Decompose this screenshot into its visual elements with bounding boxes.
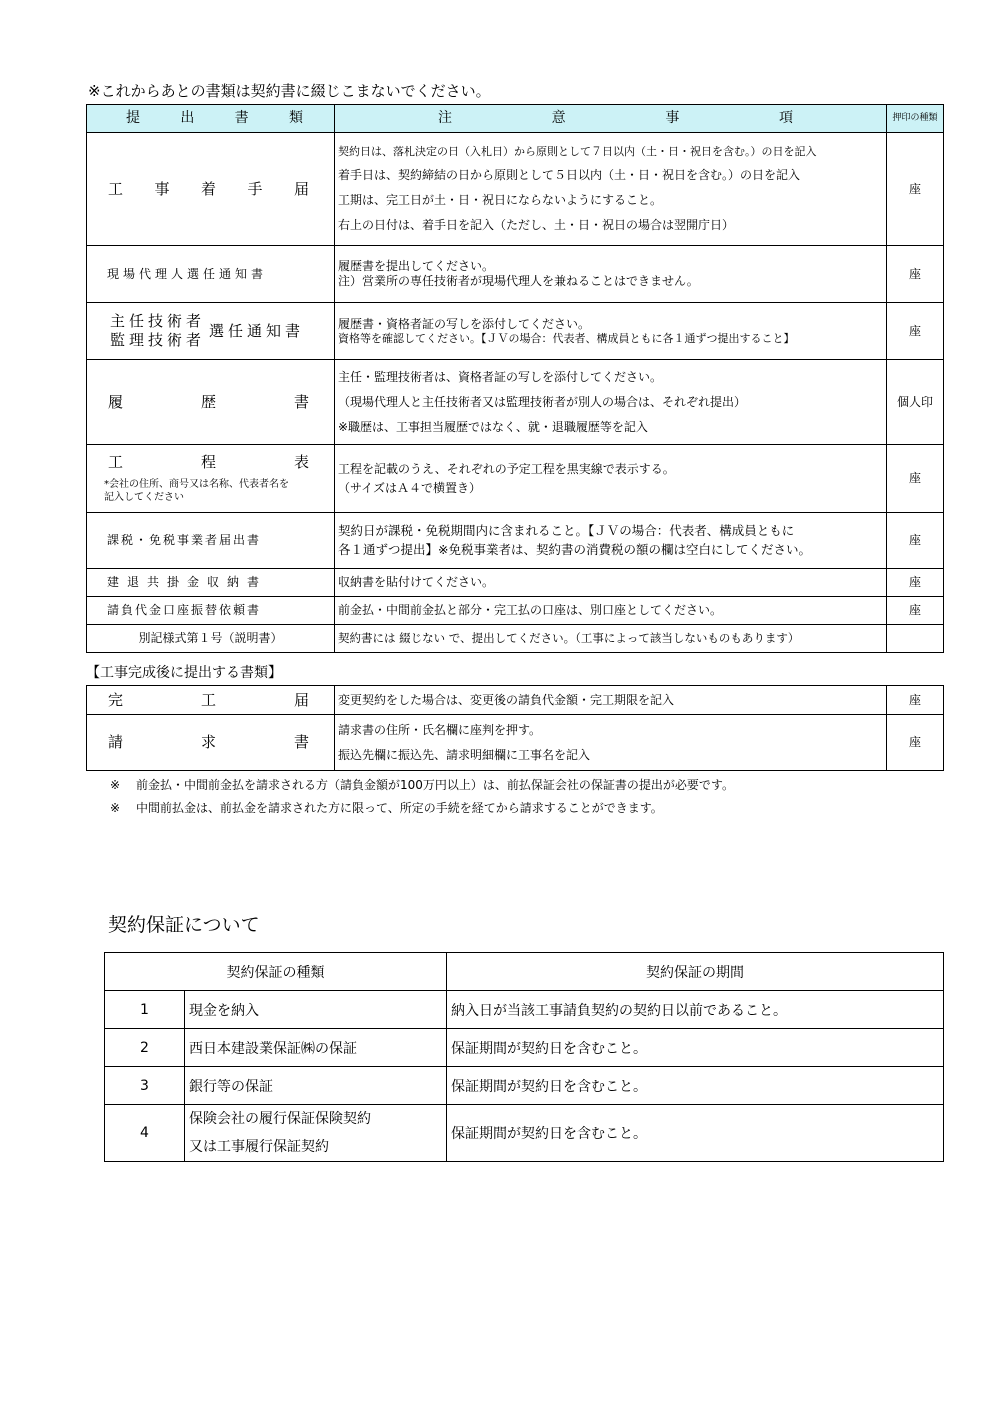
seal-cell: 座	[887, 686, 944, 715]
doc-name-char: 工	[108, 453, 124, 472]
note-line: 資格等を確認してください。【ＪＶの場合：代表者、構成員ともに各１通ずつ提出すること】	[338, 331, 795, 345]
doc-name-cell	[87, 686, 335, 715]
doc-name-char: 着	[200, 179, 216, 198]
notes-cell	[335, 686, 887, 715]
table-row	[105, 991, 944, 1029]
doc-name-cell	[87, 715, 335, 771]
notes-cell	[335, 246, 887, 303]
guarantee-type: 保険会社の履行保証保険契約	[189, 1111, 371, 1127]
note-line: 契約日は、落札決定の日（入札日）から原則として７日以内（土・日・祝日を含む。）の日を記入	[338, 144, 817, 158]
note-line: 履歴書を提出してください。	[338, 259, 495, 273]
header-char: 書	[234, 109, 249, 126]
table-row	[87, 597, 944, 625]
header-seal: 押印の種類	[887, 105, 944, 133]
table-row	[87, 246, 944, 303]
note-line: 前金払・中間前金払と部分・完工払の口座は、別口座としてください。	[338, 603, 723, 617]
after-completion-heading: 【工事完成後に提出する書類】	[86, 665, 282, 681]
doc-name-char: 工	[200, 690, 216, 709]
doc-name-char: 求	[200, 733, 216, 752]
note-line: 履歴書・資格者証の写しを添付してください。	[338, 316, 591, 331]
footnote-mark: ※	[110, 778, 121, 792]
doc-name-char: 工	[108, 179, 124, 198]
guarantee-table	[104, 952, 944, 1162]
doc-name-cell: 請負代金口座振替依頼書	[87, 597, 335, 625]
table-row	[87, 133, 944, 246]
header-doc-type	[87, 105, 335, 133]
seal-cell: 座	[887, 513, 944, 569]
footnotes	[110, 774, 734, 820]
notes-cell	[335, 133, 887, 246]
doc-name-part: 選任通知書	[209, 321, 305, 340]
header-char: 項	[778, 109, 793, 126]
guarantee-num: 1	[105, 991, 185, 1029]
guarantee-title: 契約保証について	[108, 914, 260, 936]
note-line: 工程を記載のうえ、それぞれの予定工程を黒実線で表示する。	[338, 461, 675, 476]
notes-cell	[335, 625, 887, 653]
seal-cell: 座	[887, 246, 944, 303]
guarantee-header-period: 契約保証の期間	[447, 953, 944, 991]
guarantee-num: 4	[105, 1105, 185, 1162]
header-notes	[335, 105, 887, 133]
note-line: 注）営業所の専任技術者が現場代理人を兼ねることはできません。	[338, 274, 699, 288]
guarantee-header-type: 契約保証の種類	[105, 953, 447, 991]
doc-name-char: 履	[108, 392, 124, 411]
guarantee-header-row	[105, 953, 944, 991]
notes-cell	[335, 715, 887, 771]
after-completion-table	[86, 685, 944, 771]
doc-name-char: 手	[247, 179, 263, 198]
guarantee-period: 保証期間が契約日を含むこと。	[447, 1105, 944, 1162]
doc-name-char: 届	[293, 690, 309, 709]
header-char: 提	[126, 109, 140, 126]
doc-name-char: 完	[108, 690, 124, 709]
note-line: 右上の日付は、着手日を記入（ただし、土・日・祝日の場合は翌開庁日）	[338, 218, 735, 233]
guarantee-type: 又は工事履行保証契約	[189, 1139, 329, 1155]
doc-name-cell: 課税・免税事業者届出書	[87, 513, 335, 569]
seal-cell: 座	[887, 569, 944, 597]
guarantee-type-cell	[185, 1105, 447, 1162]
guarantee-type: 西日本建設業保証㈱の保証	[185, 1029, 447, 1067]
table-row	[87, 686, 944, 715]
footnote	[110, 774, 734, 797]
note-line: 変更契約をした場合は、変更後の請負代金額・完工期限を記入	[338, 692, 675, 707]
footnote-text: 中間前払金は、前払金を請求された方に限って、所定の手続を経てから請求することができます。	[136, 801, 663, 815]
notes-cell	[335, 303, 887, 360]
note-line: 着手日は、契約締結の日から原則として５日以内（土・日・祝日を含む。）の日を記入	[338, 168, 801, 183]
guarantee-num: 3	[105, 1067, 185, 1105]
doc-name-char: 書	[293, 733, 309, 752]
table-row	[105, 1105, 944, 1162]
doc-name-part: 監理技術者	[110, 331, 206, 349]
doc-name-char: 請	[108, 733, 124, 752]
footnote-text: 前金払・中間前金払を請求される方（請負金額が100万円以上）は、前払保証会社の保証書の提出が必要です。	[136, 778, 734, 792]
notes-cell	[335, 597, 887, 625]
notice-text: ※これからあとの書類は契約書に綴じこまないでください。	[88, 82, 491, 100]
header-char: 事	[665, 109, 680, 126]
note-line: 請求書の住所・氏名欄に座判を押す。	[338, 722, 542, 737]
note-line: 振込先欄に振込先、請求明細欄に工事名を記入	[338, 747, 591, 762]
doc-name-cell: 建退共掛金収納書	[87, 569, 335, 597]
guarantee-type: 現金を納入	[185, 991, 447, 1029]
note-line: ※職歴は、工事担当履歴ではなく、就・退職履歴等を記入	[338, 419, 648, 434]
table-header-row	[87, 105, 944, 133]
doc-name-cell: 別記様式第１号（説明書）	[87, 625, 335, 653]
doc-name-char: 程	[200, 453, 216, 472]
guarantee-num: 2	[105, 1029, 185, 1067]
doc-name-cell	[87, 360, 335, 445]
footnote	[110, 797, 734, 820]
doc-name-char: 書	[293, 392, 309, 411]
note-line: 契約日が課税・免税期間内に含まれること。【ＪＶの場合：代表者、構成員ともに	[338, 523, 795, 539]
seal-cell: 座	[887, 133, 944, 246]
note-line: 工期は、完工日が土・日・祝日にならないようにすること。	[338, 193, 663, 208]
table-row	[87, 445, 944, 513]
header-char: 注	[438, 109, 452, 126]
seal-cell: 個人印	[887, 360, 944, 445]
doc-name-part: 主任技術者	[110, 311, 206, 330]
table-row	[87, 715, 944, 771]
doc-name-cell	[87, 303, 335, 360]
note-line: （サイズはＡ４で横置き）	[338, 480, 482, 495]
doc-name-char: 事	[154, 179, 170, 198]
notes-cell	[335, 569, 887, 597]
header-char: 出	[180, 109, 195, 126]
table-row	[105, 1029, 944, 1067]
doc-name-char: 表	[293, 453, 309, 472]
footnote-mark: ※	[110, 801, 121, 815]
documents-table	[86, 104, 944, 653]
header-char: 意	[551, 109, 566, 126]
table-row	[87, 625, 944, 653]
table-row	[87, 569, 944, 597]
notes-cell	[335, 445, 887, 513]
guarantee-period: 保証期間が契約日を含むこと。	[447, 1029, 944, 1067]
note-line: 収納書を貼付けてください。	[338, 575, 495, 589]
seal-cell: 座	[887, 445, 944, 513]
guarantee-type: 銀行等の保証	[185, 1067, 447, 1105]
doc-name-cell	[87, 445, 335, 513]
notes-cell	[335, 360, 887, 445]
header-char: 類	[288, 109, 303, 126]
note-line: （現場代理人と主任技術者又は監理技術者が別人の場合は、それぞれ提出）	[338, 394, 747, 409]
note-line: 各１通ずつ提出】※免税事業者は、契約書の消費税の額の欄は空白にしてください。	[338, 542, 811, 557]
seal-cell	[887, 625, 944, 653]
note-line: 契約書には 綴じない で、提出してください。（工事によって該当しないものもあります）	[338, 631, 800, 646]
seal-cell: 座	[887, 303, 944, 360]
seal-cell: 座	[887, 715, 944, 771]
doc-name-cell: 現場代理人選任通知書	[87, 246, 335, 303]
doc-name-char: 歴	[200, 392, 216, 411]
note-line: 主任・監理技術者は、資格者証の写しを添付してください。	[338, 369, 663, 384]
doc-name-cell	[87, 133, 335, 246]
table-row	[87, 360, 944, 445]
guarantee-period: 納入日が当該工事請負契約の契約日以前であること。	[447, 991, 944, 1029]
doc-name-char: 届	[293, 179, 309, 198]
doc-sub-note: *会社の住所、商号又は名称、代表者名を記入してください	[104, 478, 289, 503]
notes-cell	[335, 513, 887, 569]
table-row	[105, 1067, 944, 1105]
seal-cell: 座	[887, 597, 944, 625]
table-row	[87, 303, 944, 360]
table-row	[87, 513, 944, 569]
guarantee-period: 保証期間が契約日を含むこと。	[447, 1067, 944, 1105]
